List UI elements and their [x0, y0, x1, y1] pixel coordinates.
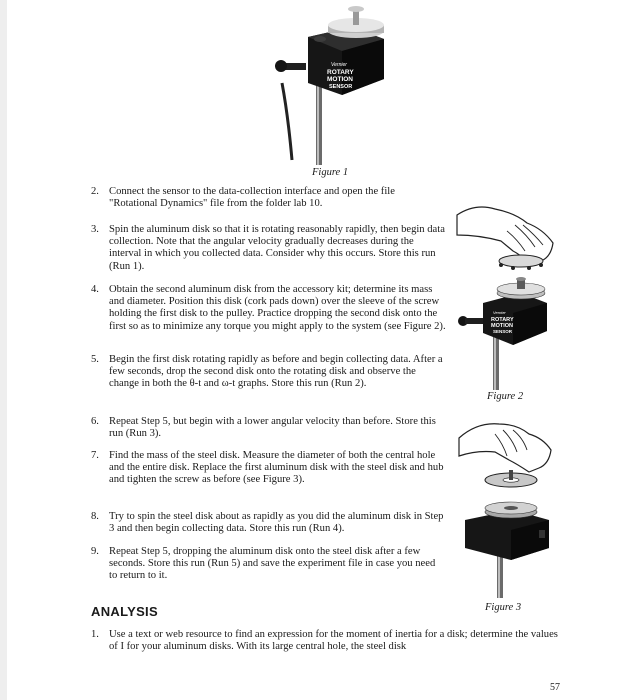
step-6 — [91, 416, 446, 440]
fig2-brand-text: Vernier — [493, 310, 506, 315]
analysis-heading: ANALYSIS — [91, 604, 158, 619]
step-9 — [91, 546, 446, 583]
step-3 — [91, 224, 446, 273]
step-number: 7. — [91, 450, 99, 461]
figure-3-caption: Figure 3 — [485, 602, 522, 613]
step-text: Try to spin the steel disk about as rapidly as you did the aluminum disk in Step 3 and then begin collecting data. Store this run (Run 4). — [109, 511, 444, 535]
step-5 — [91, 354, 446, 391]
fig1-label-line1: ROTARY — [327, 69, 354, 76]
analysis-item-number: 1. — [91, 629, 99, 640]
fig2-label-line3: SENSOR — [493, 329, 513, 334]
fig2-label-line1: ROTARY — [491, 317, 514, 323]
step-7 — [91, 450, 446, 487]
step-text: Spin the aluminum disk so that it is rotating reasonably rapidly, then begin data collection. Note that the angular velocity gradually decreases during the interval in which you collected data. Consider why this occurs. Store this run (Run 1). — [109, 224, 445, 272]
step-text: Repeat Step 5, but begin with a lower angular velocity than before. Store this run (Run 3). — [109, 416, 436, 440]
step-number: 6. — [91, 416, 99, 427]
fig2-label-line2: MOTION — [491, 323, 513, 329]
step-2 — [91, 186, 446, 210]
step-number: 3. — [91, 224, 99, 235]
figure-2-illustration — [455, 195, 565, 390]
fig1-label-line2: MOTION — [327, 76, 353, 83]
page-number: 57 — [550, 682, 560, 693]
analysis-item-1 — [91, 629, 561, 653]
step-text: Begin the first disk rotating rapidly as before and begin collecting data. After a few seconds, drop the second disk onto the rotating disk and observe the change in both the θ-t and ω-t graphs. Store this run (Run 2). — [109, 354, 443, 390]
step-text: Repeat Step 5, dropping the aluminum disk onto the steel disk after a few seconds. Store this run (Run 5) and save the experiment file in case you need to return to it. — [109, 546, 436, 582]
step-4 — [91, 284, 446, 333]
step-text: Connect the sensor to the data-collection interface and open the file "Rotational Dynamics" file from the folder lab 10. — [109, 186, 395, 210]
step-text: Find the mass of the steel disk. Measure the diameter of both the central hole and the entire disk. Replace the first aluminum disk with the steel disk and hub and tighten the screw as before (see Figure 3). — [109, 450, 444, 486]
figure-2-caption: Figure 2 — [487, 391, 524, 402]
figure-3-illustration — [455, 408, 565, 598]
step-8 — [91, 511, 446, 535]
page-edge — [0, 0, 7, 700]
step-number: 9. — [91, 546, 99, 557]
step-text: Obtain the second aluminum disk from the accessory kit; determine its mass and diameter. Position this disk (cork pads down) over the sleeve of the screw holding the first disk to the pulley. Practice dropping the second disk onto the first so as to minimize any torque you might apply to the system (see Figure 2). — [109, 284, 446, 332]
fig1-brand-text: Vernier — [331, 62, 347, 68]
step-number: 4. — [91, 284, 99, 295]
figure-1-caption: Figure 1 — [312, 167, 349, 178]
step-number: 2. — [91, 186, 99, 197]
analysis-item-text: Use a text or web resource to find an expression for the moment of inertia for a disk; determine the values of I for your aluminum disks. With its large central hole, the steel disk — [109, 629, 558, 653]
step-number: 8. — [91, 511, 99, 522]
fig1-label-line3: SENSOR — [329, 84, 353, 90]
step-number: 5. — [91, 354, 99, 365]
figure-1-illustration — [272, 5, 402, 165]
